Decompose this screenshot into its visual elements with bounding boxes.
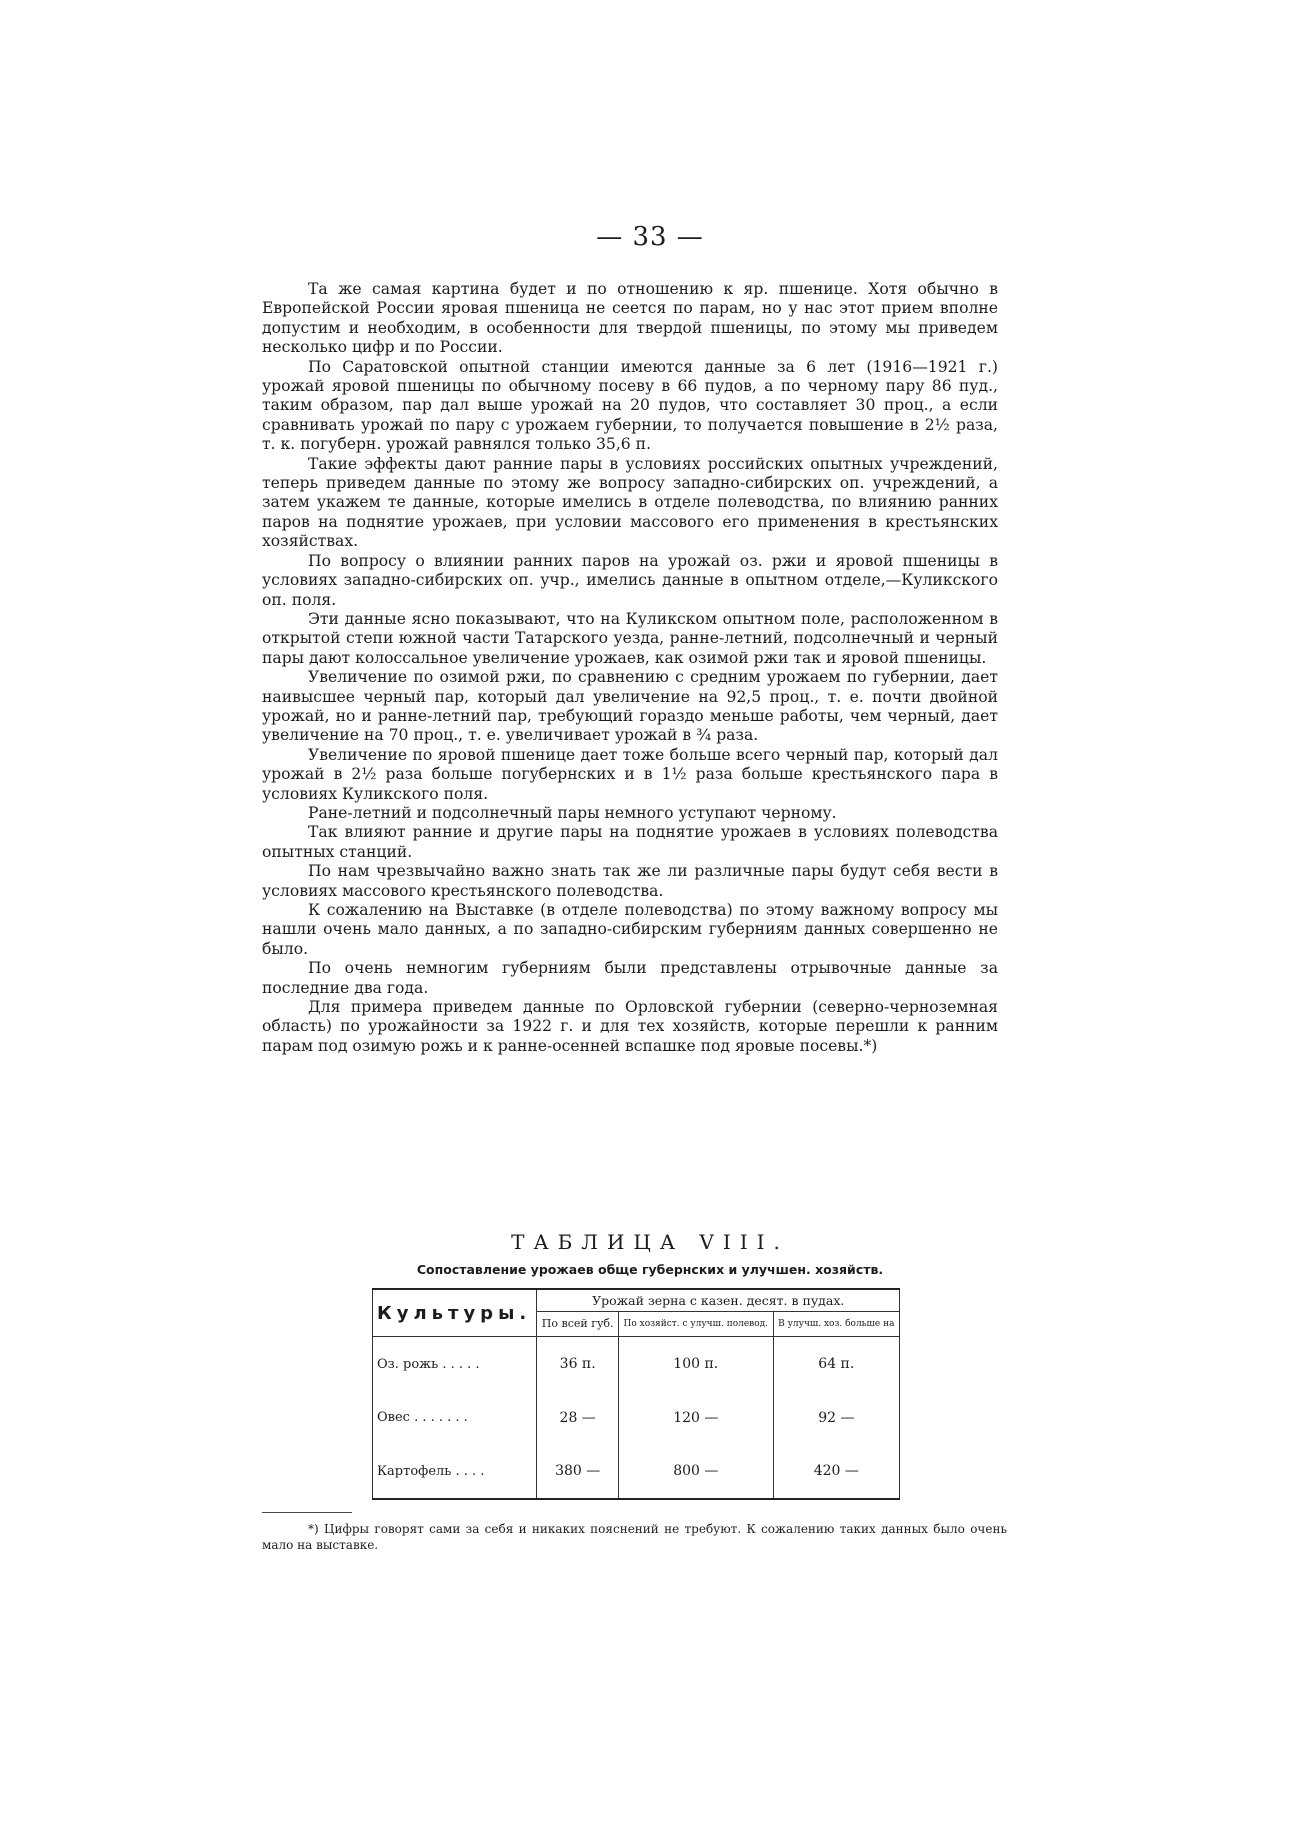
table-row	[373, 1337, 900, 1391]
paragraph-5: Эти данные ясно показывают, что на Куликском опытном поле, расположенном в открытой степи южной части Татарского уезда, ранне-летний, подсолнечный и черный пары дают колоссальное увеличение урожаев, как озимой ржи так и яровой пшеницы.	[262, 609, 998, 667]
footnote-divider	[262, 1512, 352, 1513]
yield-difference: 92 —	[773, 1391, 899, 1445]
crop-column-header: Культуры.	[373, 1289, 537, 1337]
paragraph-7: Увеличение по яровой пшенице дает тоже больше всего черный пар, который дал урожай в 2½ раза больше погубернских и в 1½ раза больше крестьянского пара в условиях Куликского поля.	[262, 745, 998, 803]
body-text	[262, 280, 998, 1056]
paragraph-4: По вопросу о влиянии ранних паров на урожай оз. ржи и яровой пшеницы в условиях западно-сибирских оп. учр., имелись данные в опытном отделе,—Куликского оп. поля.	[262, 551, 998, 609]
paragraph-9: Так влияют ранние и другие пары на поднятие урожаев в условиях полеводства опытных станций.	[262, 823, 998, 861]
yield-improved: 120 —	[618, 1391, 773, 1445]
page-number: — 33 —	[596, 222, 704, 252]
table-row	[373, 1391, 900, 1445]
footnote: *) Цифры говорят сами за себя и никаких пояснений не требуют. К сожалению таких данных было очень мало на выставке.	[262, 1522, 1007, 1552]
crop-name: Оз. рожь . . . . .	[373, 1337, 537, 1391]
yield-all-province: 380 —	[537, 1444, 618, 1499]
yield-group-header: Урожай зерна с казен. десят. в пудах.	[537, 1289, 900, 1311]
yield-table	[372, 1288, 900, 1500]
table-row	[373, 1444, 900, 1499]
paragraph-12: По очень немногим губерниям были представлены отрывочные данные за последние два года.	[262, 959, 998, 997]
col-header-improved-farms: По хозяйст. с улучш. полевод.	[618, 1311, 773, 1337]
paragraph-10: По нам чрезвычайно важно знать так же ли различные пары будут себя вести в условиях массового крестьянского полеводства.	[262, 862, 998, 900]
paragraph-8: Ране-летний и подсолнечный пары немного уступают черному.	[308, 803, 837, 822]
yield-improved: 100 п.	[618, 1337, 773, 1391]
crop-name: Овес . . . . . . .	[373, 1391, 537, 1445]
paragraph-2: По Саратовской опытной станции имеются данные за 6 лет (1916—1921 г.) урожай яровой пшеницы по обычному посеву в 66 пудов, а по черному пару 86 пуд., таким образом, пар дал выше урожай на 20 пудов, что составляет 30 проц., а если сравнивать урожай по пару с урожаем губернии, то получается повышение в 2½ раза, т. к. погуберн. урожай равнялся только 35,6 п.	[262, 357, 998, 454]
yield-difference: 420 —	[773, 1444, 899, 1499]
crop-name: Картофель . . . .	[373, 1444, 537, 1499]
col-header-all-province: По всей губ.	[537, 1311, 618, 1337]
yield-all-province: 36 п.	[537, 1337, 618, 1391]
table-title: ТАБЛИЦА VIII.	[511, 1230, 789, 1254]
yield-improved: 800 —	[618, 1444, 773, 1499]
paragraph-11: К сожалению на Выставке (в отделе полеводства) по этому важному вопросу мы нашли очень мало данных, а по западно-сибирским губерниям данных совершенно не было.	[262, 901, 998, 958]
paragraph-1: Та же самая картина будет и по отношению к яр. пшенице. Хотя обычно в Европейской России яровая пшеница не сеется по парам, но у нас этот прием вполне допустим и необходим, в особенности для твердой пшеницы, по этому мы приведем несколько цифр и по России.	[262, 280, 998, 357]
yield-difference: 64 п.	[773, 1337, 899, 1391]
paragraph-6: Увеличение по озимой ржи, по сравнению с средним урожаем по губернии, дает наивысшее черный пар, который дал увеличение на 92,5 проц., т. е. почти двойной урожай, но и ранне-летний пар, требующий гораздо меньше работы, чем черный, дает увеличение на 70 проц., т. е. увеличивает урожай в ¾ раза.	[262, 668, 998, 745]
paragraph-13: Для примера приведем данные по Орловской губернии (северно-черноземная область) по урожайности за 1922 г. и для тех хозяйств, которые перешли к ранним парам под озимую рожь и к ранне-осенней вспашке под яровые посевы.*)	[262, 998, 998, 1055]
yield-all-province: 28 —	[537, 1391, 618, 1445]
col-header-difference: В улучш. хоз. больше на	[773, 1311, 899, 1337]
paragraph-3: Такие эффекты дают ранние пары в условиях российских опытных учреждений, теперь приведем данные по этому же вопросу западно-сибирских оп. учреждений, а затем укажем те данные, которые имелись в отделе полеводства, по влиянию ранних паров на поднятие урожаев, при условии массового его применения в крестьянских хозяйствах.	[262, 454, 998, 551]
table-caption: Сопоставление урожаев обще губернских и улучшен. хозяйств.	[416, 1262, 884, 1277]
